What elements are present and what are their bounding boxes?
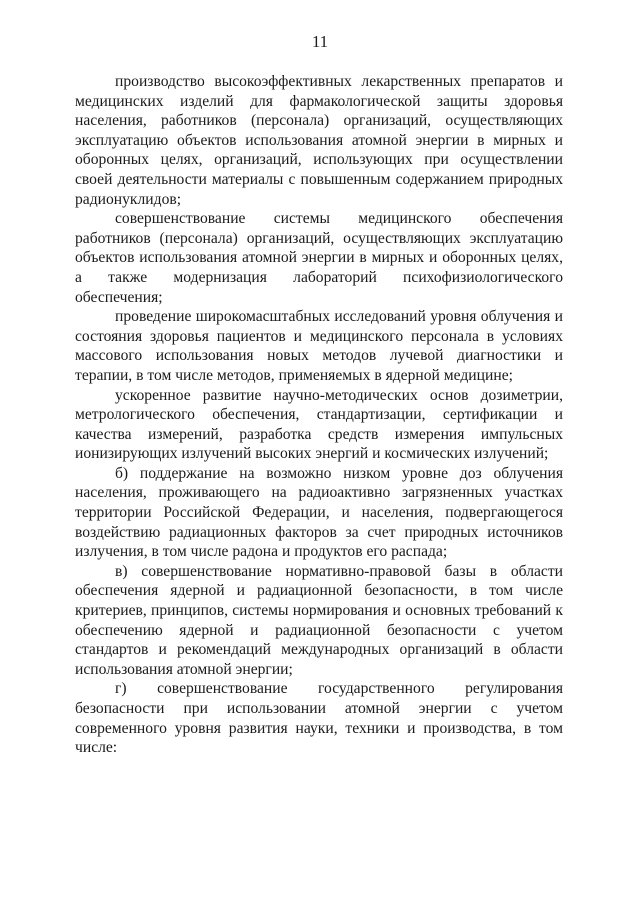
paragraph-exposure-research: проведение широкомасштабных исследований уровня облучения и состояния здоровья пациентов и медицинского персонала в условиях массового использования новых методов лучевой диагностики и терапии, в том числе методов, применяемых в ядерной медицине; bbox=[75, 308, 563, 384]
paragraph-medicines: производство высокоэффективных лекарственных препаратов и медицинских изделий для фармакологической защиты здоровья населения, работников (персонала) организаций, осуществляющих эксплуатацию объектов использования атомной энергии в мирных и оборонных целях, организаций, использующих при осуществлении своей деятельности материалы с повышенным содержанием природных радионуклидов; bbox=[75, 73, 563, 208]
paragraph-medical-support: совершенствование системы медицинского обеспечения работников (персонала) организаций, осуществляющих эксплуатацию объектов использования атомной энергии в мирных и оборонных целях, а также модернизация лабораторий психофизиологического обеспечения; bbox=[75, 210, 563, 306]
page-number: 11 bbox=[311, 32, 329, 51]
paragraph-dosimetry: ускоренное развитие научно-методических основ дозиметрии, метрологического обеспечения, стандартизации, сертификации и качества измерений, разработка средств измерения импульсных ионизирующих излучений высоких энергий и космических излучений; bbox=[75, 386, 563, 463]
paragraph-item-g: г) совершенствование государственного регулирования безопасности при использовании атомной энергии с учетом современного уровня развития науки, техники и производства, в том числе: bbox=[75, 680, 563, 757]
document-text bbox=[75, 72, 563, 758]
paragraph-item-v: в) совершенствование нормативно-правовой базы в области обеспечения ядерной и радиационной безопасности, в том числе критериев, принципов, системы нормирования и основных требований к обеспечению ядерной и радиационной безопасности с учетом стандартов и рекомендаций международных организаций в области использования атомной энергии; bbox=[75, 562, 563, 678]
paragraph-item-b: б) поддержание на возможно низком уровне доз облучения населения, проживающего на радиоактивно загрязненных участках территории Российской Федерации, и населения, подвергающегося воздействию радиационных факторов за счет природных источников излучения, в том числе радона и продуктов его распада; bbox=[75, 464, 563, 561]
